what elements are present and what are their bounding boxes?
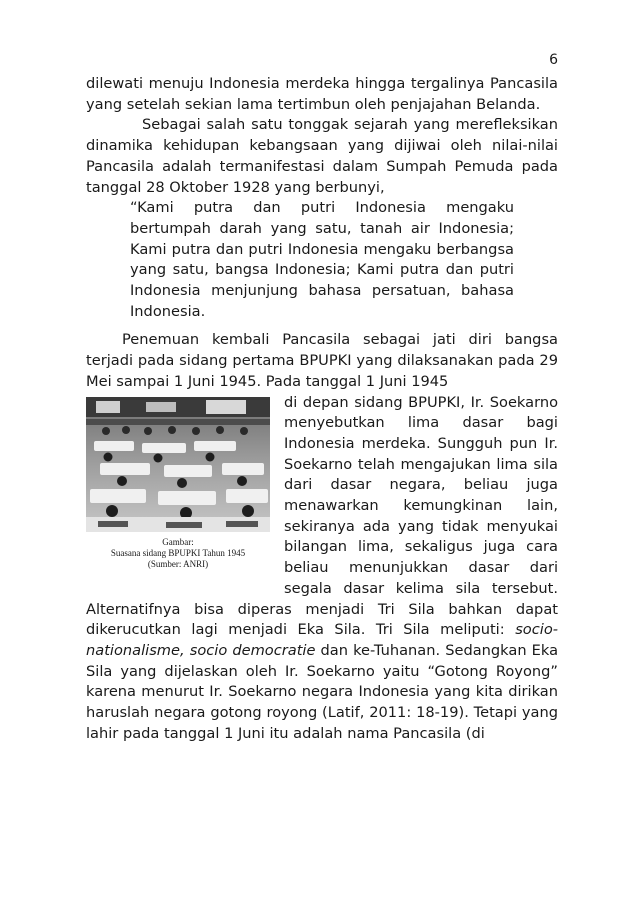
paragraph-3-end: dan ke-Tuhanan. Sedangkan Eka Sila yang dijelaskan oleh Ir. Soekarno yaitu “Gotong Royong” karena menurut Ir. Soekarno negara Indonesia yang kita dirikan haruslah negara gotong royong (Latif, 2011: 18-19). Tetapi yang lahir pada tanggal 1 Juni itu adalah nama Pancasila (di xyxy=(86,641,559,742)
bpupki-session-photo xyxy=(86,397,270,532)
paragraph-2: Sebagai salah satu tonggak sejarah yang merefleksikan dinamika kehidupan kebangsaan yang dijiwai oleh nilai-nilai Pancasila adalah termanifestasi dalam Sumpah Pemuda pada tanggal 28 Oktober 1928 yang berbunyi, xyxy=(86,116,558,196)
paragraph-3-start: Penemuan kembali Pancasila sebagai jati diri bangsa terjadi pada sidang pertama BPUPKI yang dilaksanakan pada 29 Mei sampai 1 Juni 1945. Pada tanggal 1 Juni 1945 xyxy=(86,331,558,390)
caption-title: Suasana sidang BPUPKI Tahun 1945 xyxy=(110,547,246,558)
tri-sila-terms: socio-nationalisme, socio democratie xyxy=(86,621,559,659)
page-number: 6 xyxy=(549,52,558,68)
caption-source: (Sumber: ANRI) xyxy=(147,558,209,569)
caption-label: Gambar: xyxy=(162,536,194,547)
figure xyxy=(86,397,270,581)
body-text xyxy=(86,74,558,745)
figure-caption xyxy=(86,532,270,581)
paragraph-1: dilewati menuju Indonesia merdeka hingga tergalinya Pancasila yang setelah sekian lama tertimbun oleh penjajahan Belanda. xyxy=(86,75,558,113)
sumpah-pemuda-quote: “Kami putra dan putri Indonesia mengaku bertumpah darah yang satu, tanah air Indonesia; Kami putra dan putri Indonesia mengaku berbangsa yang satu, bangsa Indonesia; Kami putra dan putri Indonesia menjunjung bahasa persatuan, bahasa Indonesia. xyxy=(130,199,514,320)
paragraph-3-wrap: di depan sidang BPUPKI, Ir. Soekarno menyebutkan lima dasar bagi Indonesia merdeka. Sungguh pun Ir. Soekarno telah mengajukan lima sila dari dasar negara, beliau juga menawarkan kemungkinan lain, sekiranya ada yang tidak menyukai bilangan lima, sekaligus juga cara beliau menunjukkan dasar dari segala dasar kelima sila tersebut. Alternatifnya bisa diperas menjadi Tri Sila bahkan dapat dikerucutkan lagi menjadi Eka Sila. Tri Sila meliputi: xyxy=(86,393,558,639)
